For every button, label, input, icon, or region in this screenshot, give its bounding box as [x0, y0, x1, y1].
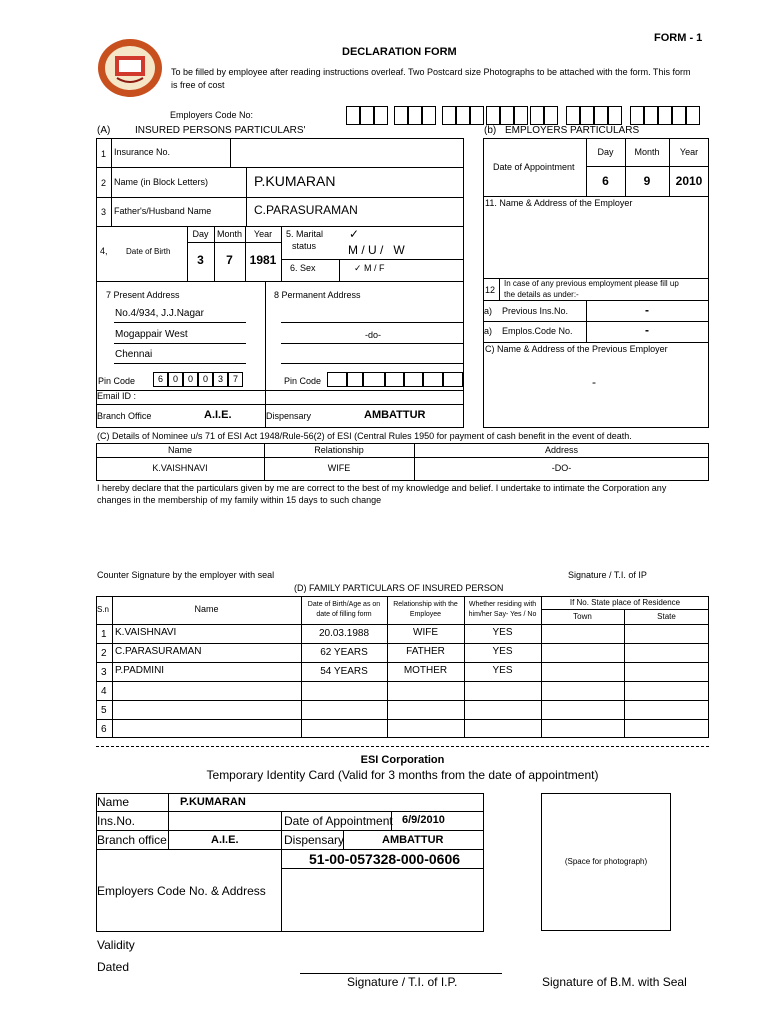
prev-ins-value[interactable]: -	[645, 303, 649, 317]
employer-address-label: 11. Name & Address of the Employer	[485, 198, 633, 208]
family-name-2[interactable]: C.PARASURAMAN	[115, 646, 202, 657]
sex-value[interactable]: ✓ M / F	[354, 263, 385, 273]
dob-label: Date of Birth	[126, 247, 171, 256]
cut-line	[96, 746, 709, 747]
insurance-no-field[interactable]	[231, 139, 463, 167]
card-org: ESI Corporation	[360, 754, 445, 766]
form-number: FORM - 1	[654, 32, 703, 44]
nominee-name[interactable]: K.VAISHNAVI	[152, 463, 208, 473]
family-title: (D) FAMILY PARTICULARS OF INSURED PERSON	[294, 583, 504, 593]
family-name-1[interactable]: K.VAISHNAVI	[115, 627, 177, 638]
father-name-value[interactable]: C.PARASURAMAN	[254, 203, 358, 217]
branch-office-label: Branch Office	[97, 411, 152, 421]
signature-bm: Signature of B.M. with Seal	[542, 975, 687, 989]
card-doa-value[interactable]: 6/9/2010	[402, 814, 445, 826]
instruction-line-1: To be filled by employee after reading instructions overleaf. Two Postcard size Photographs to be attached with the form. This form	[171, 67, 691, 77]
present-address-line-1[interactable]: No.4/934, J.J.Nagar	[115, 308, 204, 319]
doa-month[interactable]: 9	[643, 174, 651, 188]
prev-code-value[interactable]: -	[645, 323, 649, 337]
prev-employer-label: C) Name & Address of the Previous Employer	[485, 344, 668, 354]
instruction-line-2: is free of cost	[171, 80, 225, 90]
branch-office-value[interactable]: A.I.E.	[204, 409, 232, 421]
email-label: Email ID :	[97, 391, 137, 401]
dob-day[interactable]: 3	[197, 253, 204, 267]
present-address-line-2[interactable]: Mogappair West	[115, 329, 188, 340]
pin-code-boxes-2[interactable]	[327, 372, 463, 387]
dob-year[interactable]: 1981	[249, 253, 277, 267]
present-address-line-3[interactable]: Chennai	[115, 349, 153, 360]
doa-year[interactable]: 2010	[675, 174, 703, 188]
declaration-line-2: changes in the membership of my family within 15 days to such change	[97, 495, 382, 505]
dispensary-label: Dispensary	[266, 411, 312, 421]
prev-employer-value[interactable]: -	[592, 375, 596, 389]
card-branch-value[interactable]: A.I.E.	[211, 834, 239, 846]
section-a-label: (A)	[97, 125, 111, 136]
section-b-title: EMPLOYERS PARTICULARS	[505, 125, 640, 136]
card-name-value[interactable]: P.KUMARAN	[180, 796, 246, 808]
dispensary-value[interactable]: AMBATTUR	[364, 409, 426, 421]
nominee-address[interactable]: -DO-	[551, 463, 572, 473]
dob-month[interactable]: 7	[226, 253, 233, 267]
prev-code-label: a) Emplos.Code No.	[484, 326, 573, 336]
pin-code-label: Pin Code	[98, 376, 136, 386]
section-a-title: INSURED PERSONS PARTICULARS'	[135, 125, 306, 136]
card-subtitle: Temporary Identity Card (Valid for 3 months from the date of appointment)	[206, 768, 599, 782]
marital-status-value[interactable]: M / U / W	[348, 243, 405, 257]
name-value[interactable]: P.KUMARAN	[254, 173, 336, 189]
card-dispensary-value[interactable]: AMBATTUR	[382, 834, 444, 846]
prev-ins-label: a) Previous Ins.No.	[484, 306, 569, 316]
validity-label: Validity	[97, 938, 135, 952]
employers-code-boxes[interactable]	[346, 106, 708, 125]
declaration-line-1: I hereby declare that the particulars given by me are correct to the best of my knowledge and belief. I undertake to intimate the Corporation any	[97, 483, 667, 493]
nominee-title: (C) Details of Nominee u/s 71 of ESI Act 1948/Rule-56(2) of ESI (Central Rules 1950 for payment of cash benefit in the event of death.	[97, 431, 632, 441]
permanent-address-label: 8 Permanent Address	[274, 290, 361, 300]
pin-code-boxes[interactable]: 6 0 0 0 3 7	[153, 372, 246, 387]
signature-ip-label: Signature / T.I. of IP	[568, 570, 647, 580]
esic-logo	[97, 38, 163, 98]
form-title: DECLARATION FORM	[342, 46, 457, 58]
counter-signature-label: Counter Signature by the employer with seal	[97, 570, 275, 580]
marital-tick-icon: ✓	[349, 227, 360, 241]
employers-code-label: Employers Code No:	[170, 110, 254, 120]
name-label: Name (in Block Letters)	[114, 177, 209, 187]
photo-label: (Space for photograph)	[564, 857, 648, 866]
pin-code-label-2: Pin Code	[284, 376, 322, 386]
nominee-relationship[interactable]: WIFE	[327, 463, 351, 473]
father-name-label: Father's/Husband Name	[114, 206, 212, 216]
dated-label: Dated	[97, 960, 130, 974]
insurance-no-label: Insurance No.	[114, 147, 171, 157]
doa-day[interactable]: 6	[602, 174, 609, 188]
present-address-label: 7 Present Address	[106, 290, 180, 300]
doa-label: Date of Appointment	[493, 162, 575, 172]
card-code-value[interactable]: 51-00-057328-000-0606	[309, 851, 461, 867]
permanent-address-value[interactable]: -do-	[365, 330, 382, 340]
family-name-3[interactable]: P.PADMINI	[115, 665, 165, 676]
section-b-label: (b)	[484, 125, 497, 136]
signature-ip: Signature / T.I. of I.P.	[347, 975, 458, 989]
